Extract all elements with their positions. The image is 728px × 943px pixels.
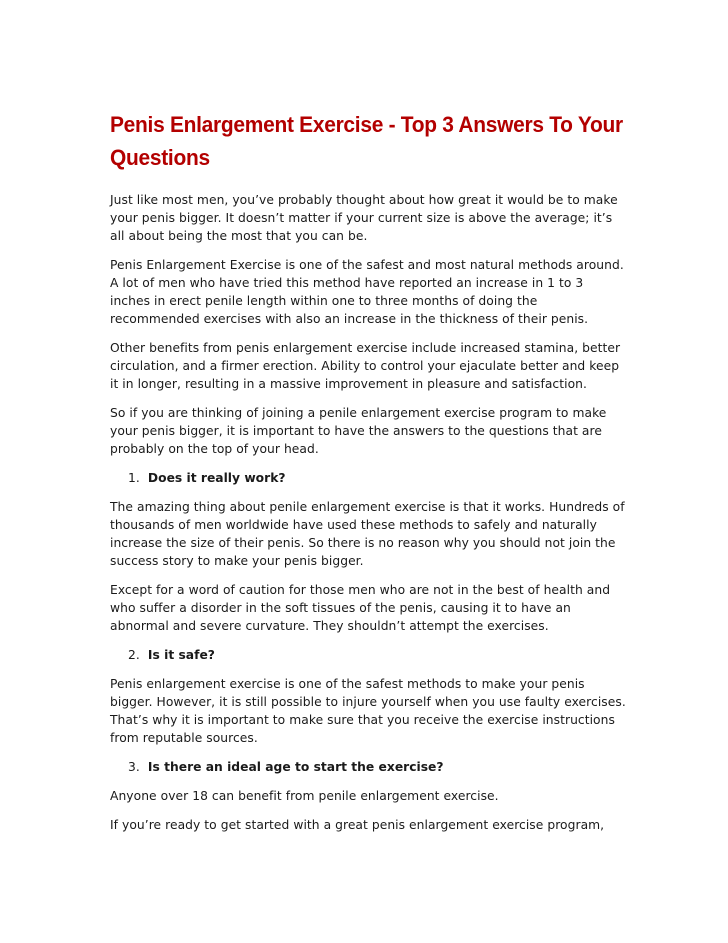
paragraph: Penis Enlargement Exercise is one of the safest and most natural methods around. A lot of men who have tried this method have reported an increase in 1 to 3 inches in erect penile length within one to three months of doing the recommended exercises with also an increase in the thickness of their penis. xyxy=(110,258,624,326)
answer-paragraph: If you’re ready to get started with a great penis enlargement exercise program, xyxy=(110,818,605,832)
question-text: Does it really work? xyxy=(147,471,286,485)
document-page xyxy=(110,108,626,845)
question-1 xyxy=(110,469,626,487)
answer-paragraph: Penis enlargement exercise is one of the safest methods to make your penis bigger. However, it is still possible to injure yourself when you use faulty exercises. That’s why it is important to make sure that you receive the exercise instructions from reputable sources. xyxy=(110,677,626,745)
question-number: 1. xyxy=(128,471,140,485)
answer-paragraph: Anyone over 18 can benefit from penile enlargement exercise. xyxy=(110,789,499,803)
paragraph: Just like most men, you’ve probably thought about how great it would be to make your penis bigger. It doesn’t matter if your current size is above the average; it’s all about being the most that you can be. xyxy=(110,193,618,243)
document-title: Penis Enlargement Exercise - Top 3 Answers To Your Questions xyxy=(110,112,623,170)
paragraph: Other benefits from penis enlargement exercise include increased stamina, better circulation, and a firmer erection. Ability to control your ejaculate better and keep it in longer, resulting in a massive improvement in pleasure and satisfaction. xyxy=(110,341,621,391)
answer-paragraph: The amazing thing about penile enlargement exercise is that it works. Hundreds of thousands of men worldwide have used these methods to safely and naturally increase the size of their penis. So there is no reason why you should not join the success story to make your penis bigger. xyxy=(110,500,625,568)
question-2 xyxy=(110,646,626,664)
question-3 xyxy=(110,758,626,776)
answer-paragraph: Except for a word of caution for those men who are not in the best of health and who suffer a disorder in the soft tissues of the penis, causing it to have an abnormal and severe curvature. They shouldn’t attempt the exercises. xyxy=(110,583,611,633)
question-number: 3. xyxy=(128,760,140,774)
question-text: Is it safe? xyxy=(147,648,215,662)
paragraph: So if you are thinking of joining a penile enlargement exercise program to make your penis bigger, it is important to have the answers to the questions that are probably on the top of your head. xyxy=(110,406,607,456)
question-number: 2. xyxy=(128,648,140,662)
question-text: Is there an ideal age to start the exercise? xyxy=(147,760,444,774)
